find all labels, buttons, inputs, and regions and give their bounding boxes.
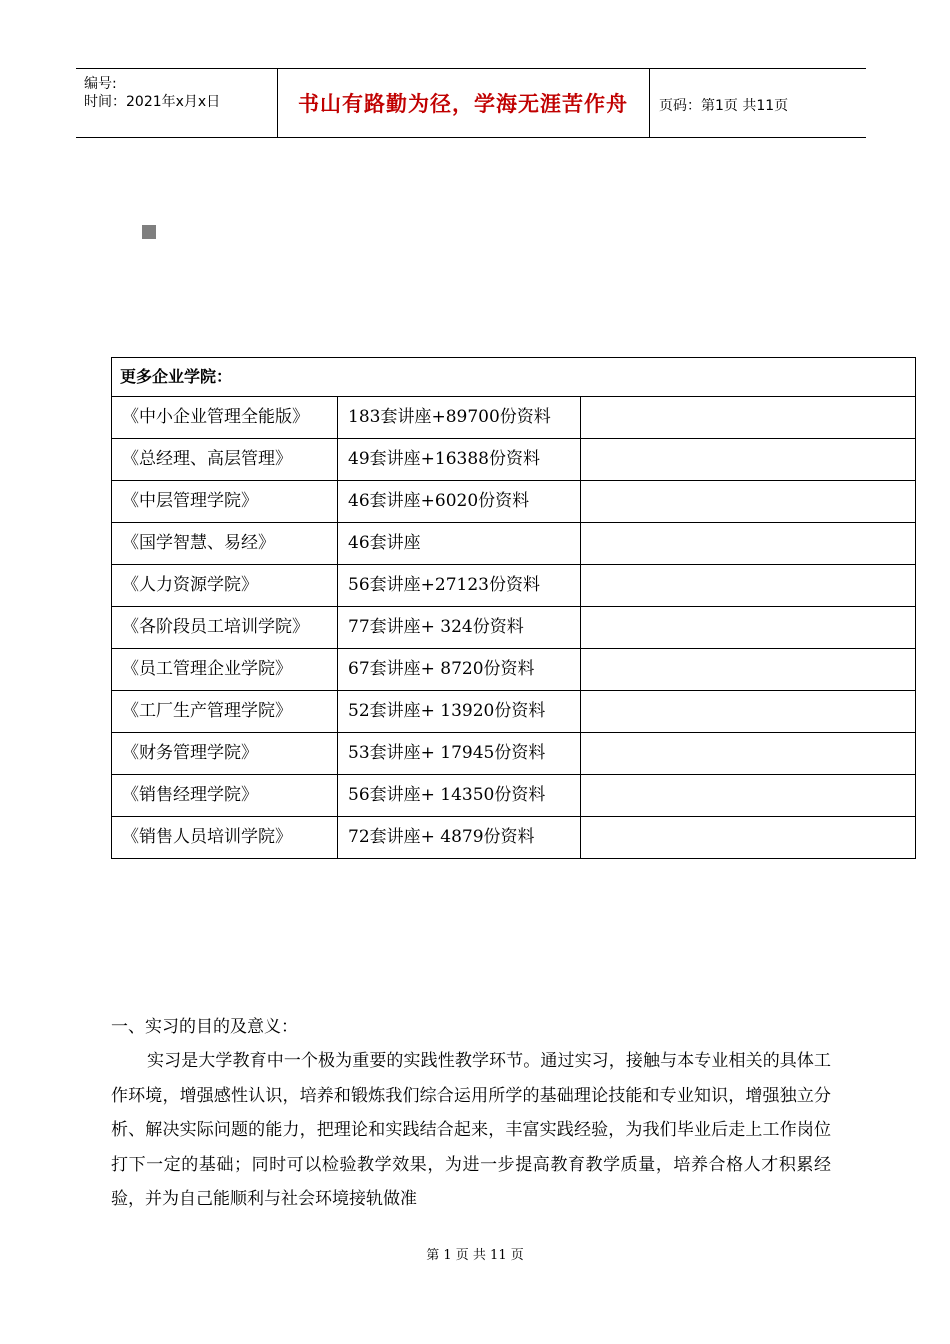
- academy-name: 《员工管理企业学院》: [112, 649, 338, 691]
- header-page-info: 页码：第1页 共11页: [659, 98, 789, 114]
- empty-cell: [581, 691, 916, 733]
- square-bullet-icon: [142, 225, 156, 239]
- table-row: [112, 481, 916, 523]
- table-title-row: [112, 358, 916, 397]
- academy-name: 《总经理、高层管理》: [112, 439, 338, 481]
- academy-info: 56套讲座+ 14350份资料: [338, 775, 581, 817]
- table-row: [112, 775, 916, 817]
- table-title: 更多企业学院：: [112, 358, 916, 397]
- academy-name: 《人力资源学院》: [112, 565, 338, 607]
- academy-info: 56套讲座+27123份资料: [338, 565, 581, 607]
- header-meta: [76, 69, 278, 137]
- section-paragraph: 实习是大学教育中一个极为重要的实践性教学环节。通过实习，接触与本专业相关的具体工作环境，增强感性认识，培养和锻炼我们综合运用所学的基础理论技能和专业知识，增强独立分析、解决实际问题的能力，把理论和实践结合起来，丰富实践经验，为我们毕业后走上工作岗位打下一定的基础；同时可以检验教学效果，为进一步提高教育教学质量，培养合格人才积累经验，并为自己能顺利与社会环境接轨做准: [111, 1051, 831, 1209]
- academy-info: 67套讲座+ 8720份资料: [338, 649, 581, 691]
- empty-cell: [581, 607, 916, 649]
- academy-info: 52套讲座+ 13920份资料: [338, 691, 581, 733]
- academy-name: 《各阶段员工培训学院》: [112, 607, 338, 649]
- table-row: [112, 733, 916, 775]
- academy-info: 46套讲座: [338, 523, 581, 565]
- academy-name: 《中层管理学院》: [112, 481, 338, 523]
- academy-name: 《销售经理学院》: [112, 775, 338, 817]
- section-heading: 一、实习的目的及意义：: [111, 1017, 298, 1037]
- empty-cell: [581, 817, 916, 859]
- empty-cell: [581, 733, 916, 775]
- academy-info: 72套讲座+ 4879份资料: [338, 817, 581, 859]
- table-row: [112, 649, 916, 691]
- empty-cell: [581, 649, 916, 691]
- academy-name: 《工厂生产管理学院》: [112, 691, 338, 733]
- empty-cell: [581, 775, 916, 817]
- table-row: [112, 691, 916, 733]
- empty-cell: [581, 397, 916, 439]
- empty-cell: [581, 439, 916, 481]
- table-row: [112, 607, 916, 649]
- table-row: [112, 523, 916, 565]
- document-number-label: 编号:: [84, 76, 117, 92]
- empty-cell: [581, 481, 916, 523]
- academy-name: 《销售人员培训学院》: [112, 817, 338, 859]
- page-footer: 第 1 页 共 11 页: [426, 1248, 524, 1263]
- academy-info: 77套讲座+ 324份资料: [338, 607, 581, 649]
- document-body: [111, 1010, 831, 1217]
- table-row: [112, 439, 916, 481]
- academy-info: 46套讲座+6020份资料: [338, 481, 581, 523]
- academy-info: 183套讲座+89700份资料: [338, 397, 581, 439]
- empty-cell: [581, 565, 916, 607]
- academy-name: 《财务管理学院》: [112, 733, 338, 775]
- table-row: [112, 565, 916, 607]
- empty-cell: [581, 523, 916, 565]
- document-time-label: 时间：2021年x月x日: [84, 94, 221, 110]
- academy-info: 49套讲座+16388份资料: [338, 439, 581, 481]
- academy-info: 53套讲座+ 17945份资料: [338, 733, 581, 775]
- academy-name: 《中小企业管理全能版》: [112, 397, 338, 439]
- header-motto: 书山有路勤为径，学海无涯苦作舟: [277, 69, 650, 137]
- page-header: [76, 68, 866, 138]
- table-row: [112, 397, 916, 439]
- enterprise-academy-table: [111, 357, 916, 859]
- table-row: [112, 817, 916, 859]
- academy-name: 《国学智慧、易经》: [112, 523, 338, 565]
